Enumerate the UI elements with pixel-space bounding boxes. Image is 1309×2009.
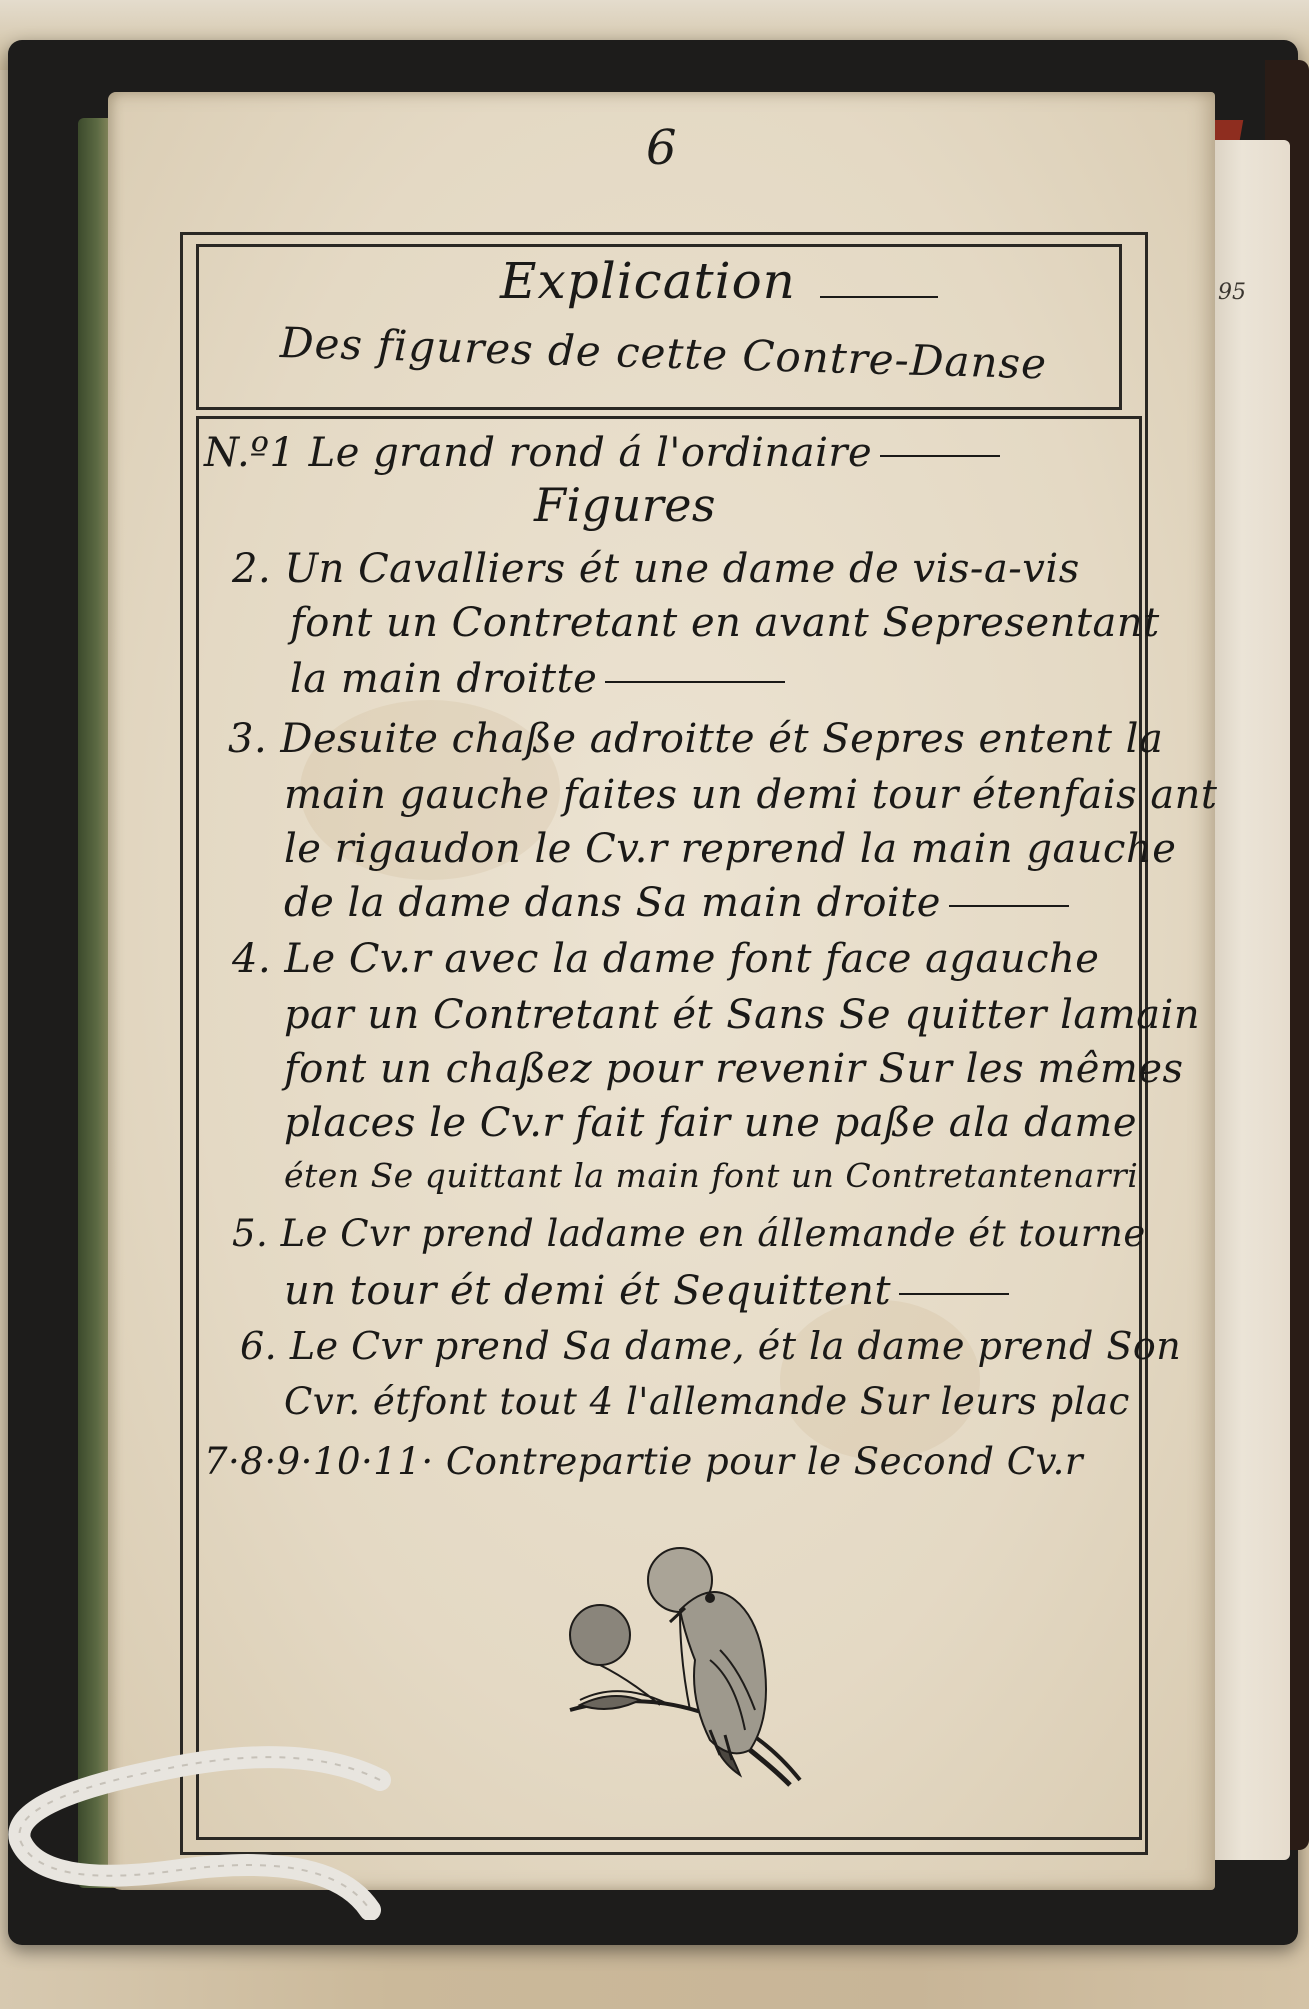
figure-line-16: 6. Le Cvr prend Sa dame, ét la dame prend Son bbox=[240, 1324, 1182, 1368]
figure-line-1: N.º1 Le grand rond á l'ordinaire bbox=[204, 430, 1000, 476]
figure-line-10: par un Contretant ét Sans Se quitter lamain bbox=[284, 992, 1201, 1038]
figure-line-11: font un chaßez pour revenir Sur les mêmes bbox=[284, 1046, 1184, 1092]
figure-line-7: le rigaudon le Cv.r reprend la main gauche bbox=[284, 826, 1177, 872]
figure-line-2: 2. Un Cavalliers ét une dame de vis-a-vis bbox=[232, 546, 1080, 592]
figure-line-15: un tour ét demi ét Sequittent bbox=[284, 1268, 1009, 1314]
figure-line-17: Cvr. étfont tout 4 l'allemande Sur leurs plac bbox=[284, 1380, 1130, 1423]
title-flourish bbox=[820, 296, 938, 298]
margin-note: 95 bbox=[1218, 280, 1246, 305]
facing-page bbox=[1210, 140, 1290, 1860]
figure-line-3: font un Contretant en avant Sepresentant bbox=[290, 600, 1160, 646]
bookmark-string bbox=[0, 1720, 400, 1920]
figure-line-13: éten Se quittant la main font un Contretantenarri bbox=[284, 1156, 1139, 1195]
page-number: 6 bbox=[646, 120, 677, 176]
figure-line-8: de la dame dans Sa main droite bbox=[284, 880, 1069, 926]
figure-line-12: places le Cv.r fait fair une paße ala dame bbox=[284, 1100, 1137, 1146]
figures-heading: Figures bbox=[534, 478, 717, 532]
figure-line-4: la main droitte bbox=[290, 656, 785, 702]
figure-line-9: 4. Le Cv.r avec la dame font face agauche bbox=[232, 936, 1100, 982]
bird-engraving-icon bbox=[560, 1540, 860, 1790]
figure-line-6: main gauche faites un demi tour étenfais ant bbox=[284, 772, 1218, 818]
page-subtitle: Des figures de cette Contre-Danse bbox=[279, 318, 1048, 389]
page-title: Explication bbox=[500, 252, 796, 310]
figure-line-14: 5. Le Cvr prend ladame en állemande ét tourne bbox=[232, 1212, 1146, 1255]
figure-line-5: 3. Desuite chaße adroitte ét Sepres entent la bbox=[228, 716, 1164, 762]
figure-line-18: 7·8·9·10·11· Contrepartie pour le Second Cv.r bbox=[204, 1440, 1084, 1483]
